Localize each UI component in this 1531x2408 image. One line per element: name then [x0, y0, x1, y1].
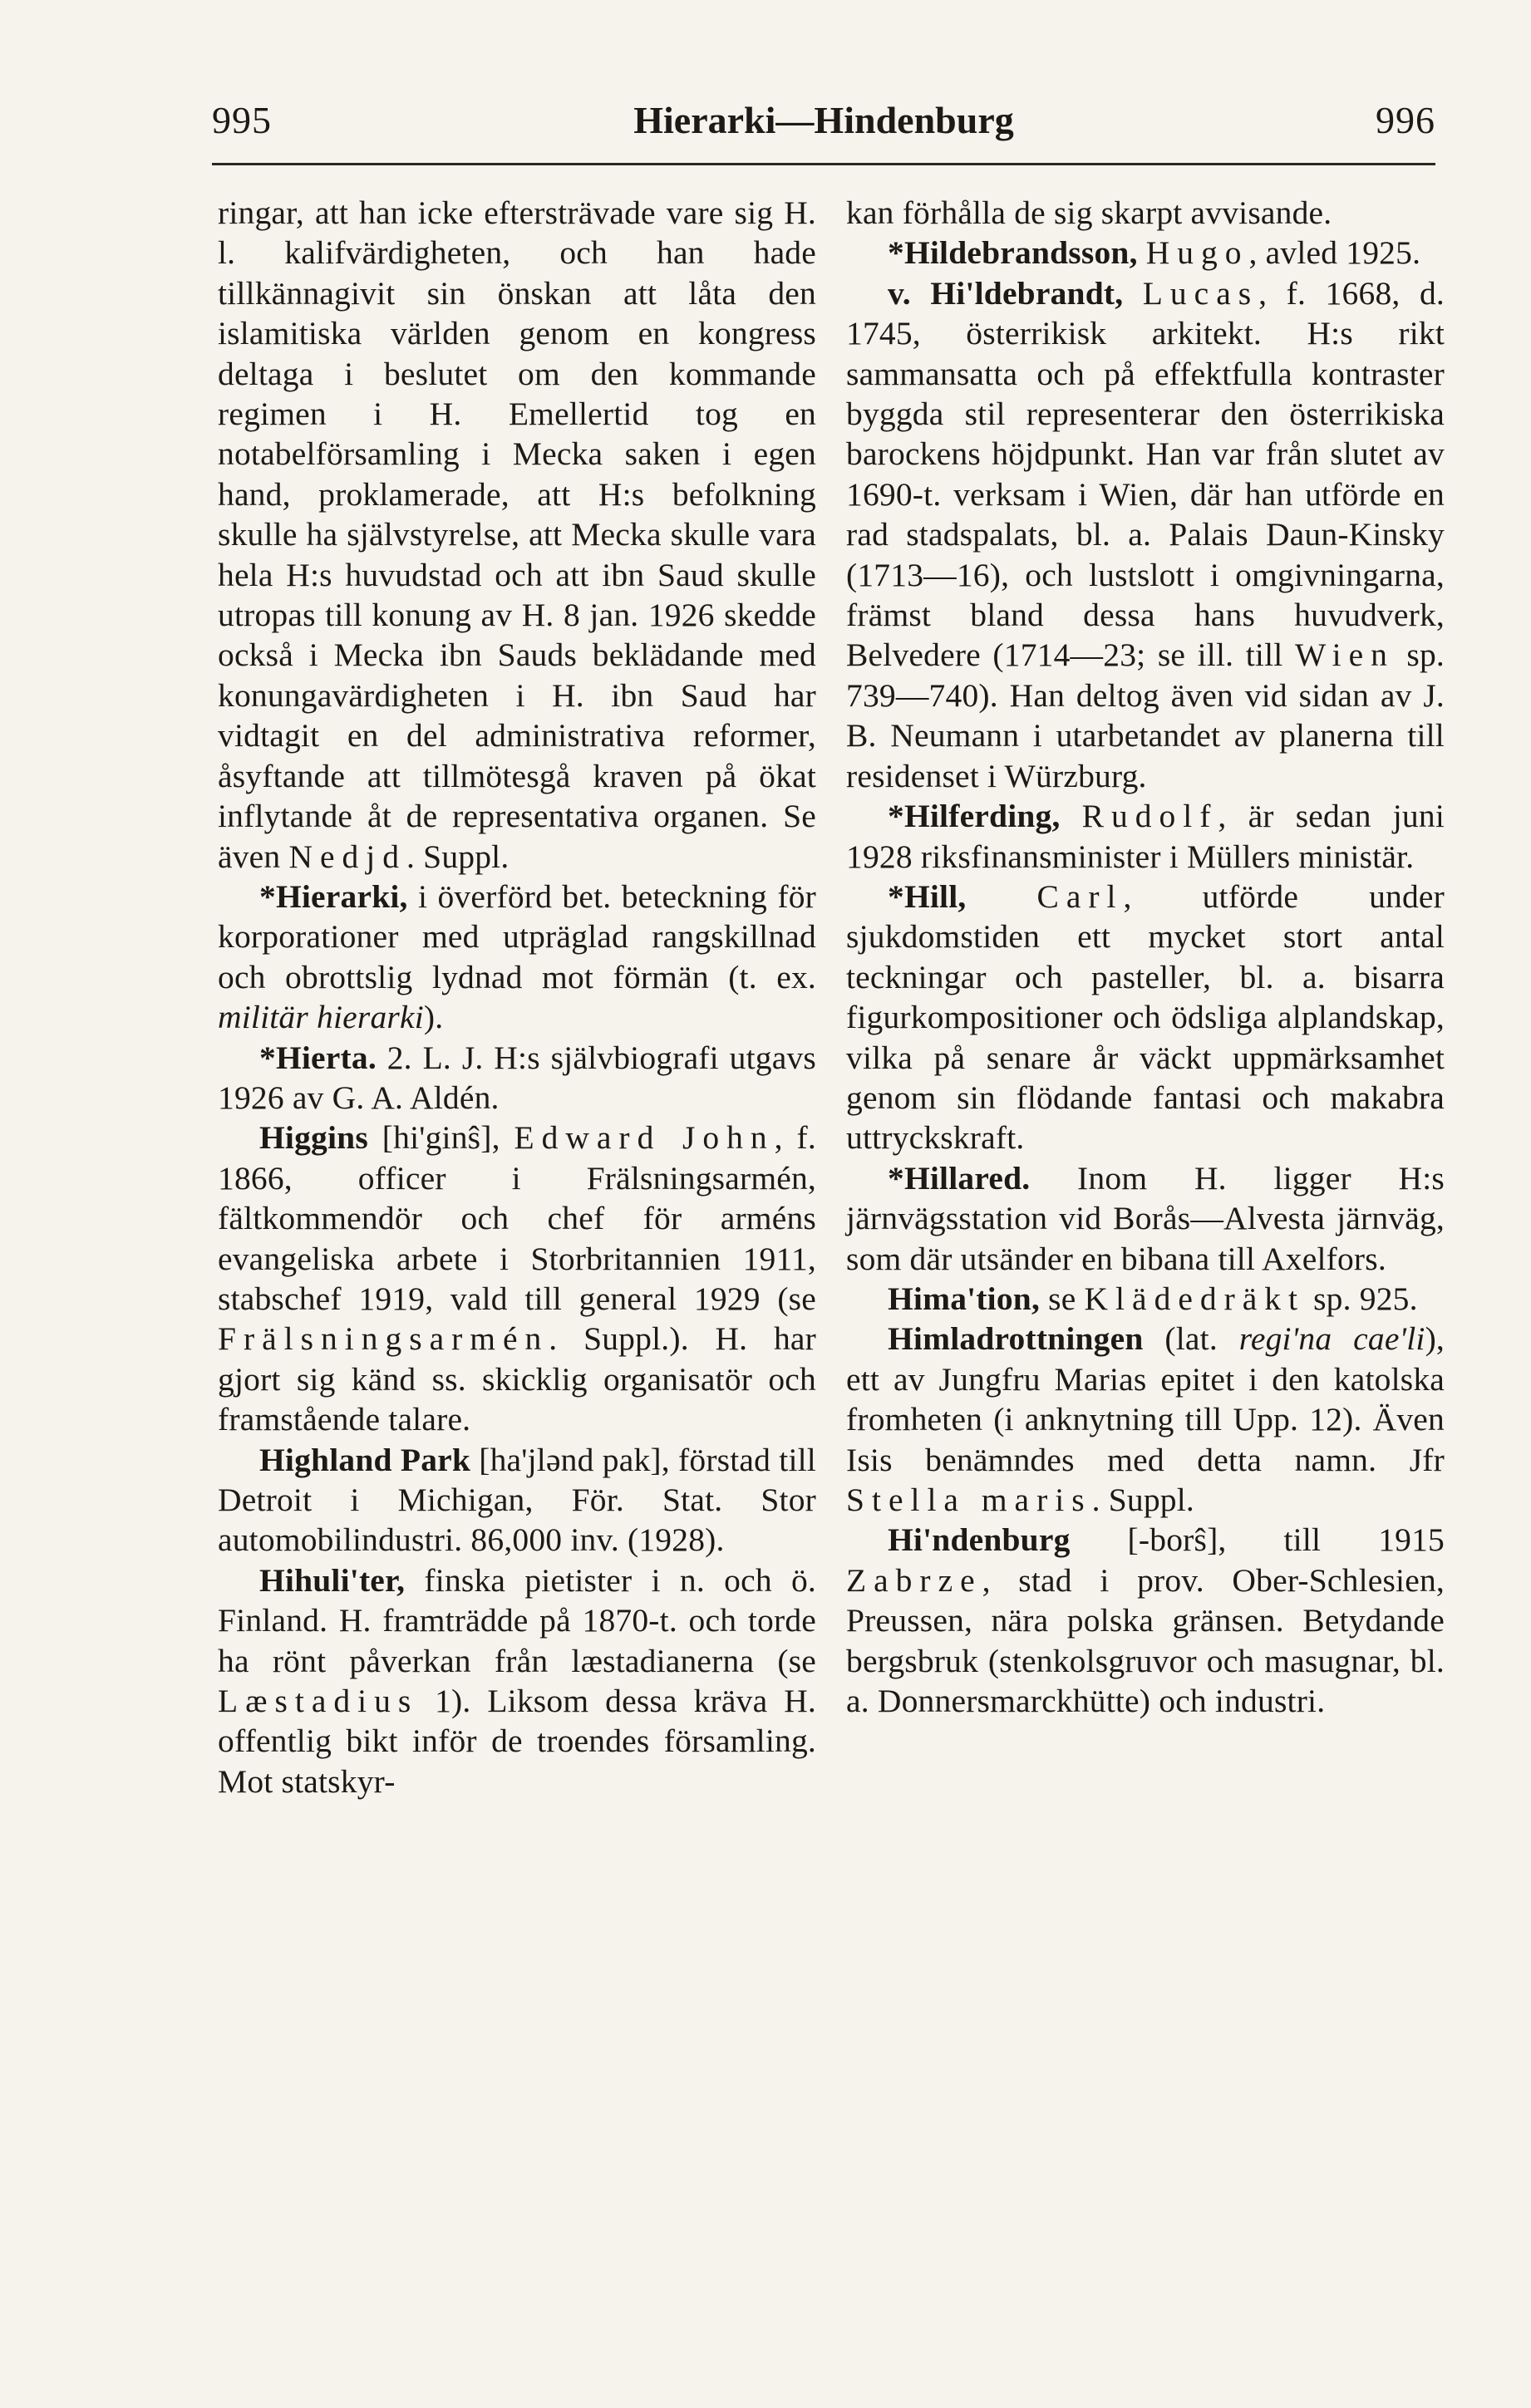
person-name: Edward John: [514, 1119, 775, 1157]
entry-hildebrandsson: *Hildebrandsson, Hugo, avled 1925.: [888, 234, 1421, 272]
entry-continuation: ringar, att han icke eftersträvade vare sig H. l. kalifvärdigheten, och han hade tillkännagivit sin önskan att låta den islamitiska världen genom en kongress deltaga i beslutet om den kommande regimen i H. Emellertid tog en notabelförsamling i Mecka saken i egen hand, proklamerade, att H:s befolkning skulle ha självstyrelse, att Mecka skulle vara hela H:s huvudstad och att ibn Saud skulle utropas till konung av H. 8 jan. 1926 skedde också i Mecka ibn Sauds beklädande med konungavärdigheten i H. ibn Saud har vidtagit en del administrativa reformer, åsyftande att tillmötesgå kraven på ökat inflytande åt de representativa organen. Se även Nedjd. Suppl.: [218, 194, 816, 875]
entry-headword: *Hierta.: [259, 1039, 377, 1076]
cross-reference[interactable]: Frälsningsarmén: [218, 1320, 549, 1358]
page-number-right: 996: [1376, 99, 1435, 141]
person-name: Lucas: [1142, 274, 1259, 312]
entry-hierarki: *Hierarki, i överförd bet. beteckning för korporationer med utpräglad rangskillnad och obrottslig lydnad mot förmän (t. ex. militär hierarki).: [218, 877, 816, 1036]
entry-headword: Hihuli'ter,: [259, 1561, 406, 1599]
person-name: Carl: [1036, 877, 1124, 915]
page-number-left: 995: [212, 99, 272, 141]
entry-headword: v. Hi'ldebrandt,: [888, 274, 1124, 312]
page-header: [212, 98, 1435, 163]
entry-headword: Himladrottningen: [888, 1320, 1144, 1358]
entry-continuation: kan förhålla de sig skarpt avvisande.: [846, 194, 1332, 231]
column-left: [218, 193, 816, 1801]
column-right: [846, 193, 1445, 1721]
entry-headword: Higgins: [259, 1119, 368, 1157]
person-name: Hugo: [1145, 234, 1249, 272]
entry-headword: *Hill,: [888, 877, 967, 915]
cross-reference[interactable]: Zabrze: [846, 1561, 982, 1599]
person-name: Rudolf: [1081, 798, 1218, 835]
cross-reference[interactable]: Stella maris: [846, 1482, 1092, 1518]
header-rule: [212, 163, 1435, 165]
entry-headword: *Hillared.: [888, 1159, 1031, 1197]
entry-hill: *Hill, Carl, utförde under sjukdomstiden ett mycket stort antal teckningar och pasteller, bl. a. bisarra figurkompositioner och ödsliga alplandskap, vilka på senare år väckt uppmärksamhet genom sin flödande fantasi och makabra uttryckskraft.: [846, 877, 1445, 1157]
entry-headword: Highland Park: [259, 1441, 471, 1478]
cross-reference[interactable]: Læstadius: [218, 1683, 419, 1720]
cross-reference[interactable]: Wien: [1294, 636, 1395, 674]
entry-headword: *Hierarki,: [259, 877, 408, 915]
entry-highland-park: Highland Park [ha'jlənd pak], förstad till Detroit i Michigan, För. Stat. Stor automobilindustri. 86,000 inv. (1928).: [218, 1441, 816, 1559]
entry-headword: *Hilferding,: [888, 798, 1061, 835]
entry-hillared: *Hillared. Inom H. ligger H:s järnvägsstation vid Borås—Alvesta järnväg, som där utsänder en bibana till Axelfors.: [846, 1159, 1445, 1277]
entry-hindenburg: Hi'ndenburg [-borŝ], till 1915 Zabrze, stad i prov. Ober-Schlesien, Preussen, nära polska gränsen. Betydande bergsbruk (stenkolsgruvor och masugnar, bl. a. Donnersmarckhütte) och industri.: [846, 1521, 1445, 1720]
cross-reference[interactable]: Klädedräkt: [1084, 1280, 1306, 1317]
entry-hihuliter: Hihuli'ter, finska pietister i n. och ö. Finland. H. framträdde på 1870-t. och torde ha rönt påverkan från læstadianerna (se Læstadius 1). Liksom dessa kräva H. offentlig bikt inför de troendes församling. Mot statskyr-: [218, 1561, 816, 1800]
entry-headword: Hi'ndenburg: [888, 1521, 1071, 1559]
entry-himation: Hima'tion, se Klädedräkt sp. 925.: [888, 1280, 1418, 1317]
cross-reference[interactable]: Nedjd: [288, 838, 406, 875]
entry-hierta: *Hierta. 2. L. J. H:s självbiografi utgavs 1926 av G. A. Aldén.: [218, 1039, 816, 1116]
entry-headword: Hima'tion,: [888, 1280, 1041, 1317]
entry-hildebrandt: v. Hi'ldebrandt, Lucas, f. 1668, d. 1745, österrikisk arkitekt. H:s rikt sammansatta och på effektfulla kontraster byggda stil representerar den österrikiska barockens höjdpunkt. Han var från slutet av 1690-t. verksam i Wien, där han utförde en rad stadspalats, bl. a. Palais Daun-Kinsky (1713—16), och lustslott i omgivningarna, främst bland dessa hans huvudverk, Belvedere (1714—23; se ill. till Wien sp. 739—740). Han deltog även vid sidan av J. B. Neumann i utarbetandet av planerna till residenset i Würzburg.: [846, 274, 1445, 794]
running-head: Hierarki—Hindenburg: [633, 99, 1014, 141]
entry-hilferding: *Hilferding, Rudolf, är sedan juni 1928 riksfinansminister i Müllers ministär.: [846, 798, 1445, 875]
entry-himladrottningen: Himladrottningen (lat. regi'na cae'li), ett av Jungfru Marias epitet i den katolska fromheten (i anknytning till Upp. 12). Även Isis benämndes med detta namn. Jfr Stella maris. Suppl.: [846, 1320, 1445, 1518]
entry-higgins: Higgins [hi'ginŝ], Edward John, f. 1866, officer i Frälsningsarmén, fältkommendör och chef för arméns evangeliska arbete i Storbritannien 1911, stabschef 1919, vald till general 1929 (se Frälsningsarmén. Suppl.). H. har gjort sig känd ss. skicklig organisatör och framstående talare.: [218, 1119, 816, 1438]
entry-headword: *Hildebrandsson,: [888, 234, 1138, 272]
